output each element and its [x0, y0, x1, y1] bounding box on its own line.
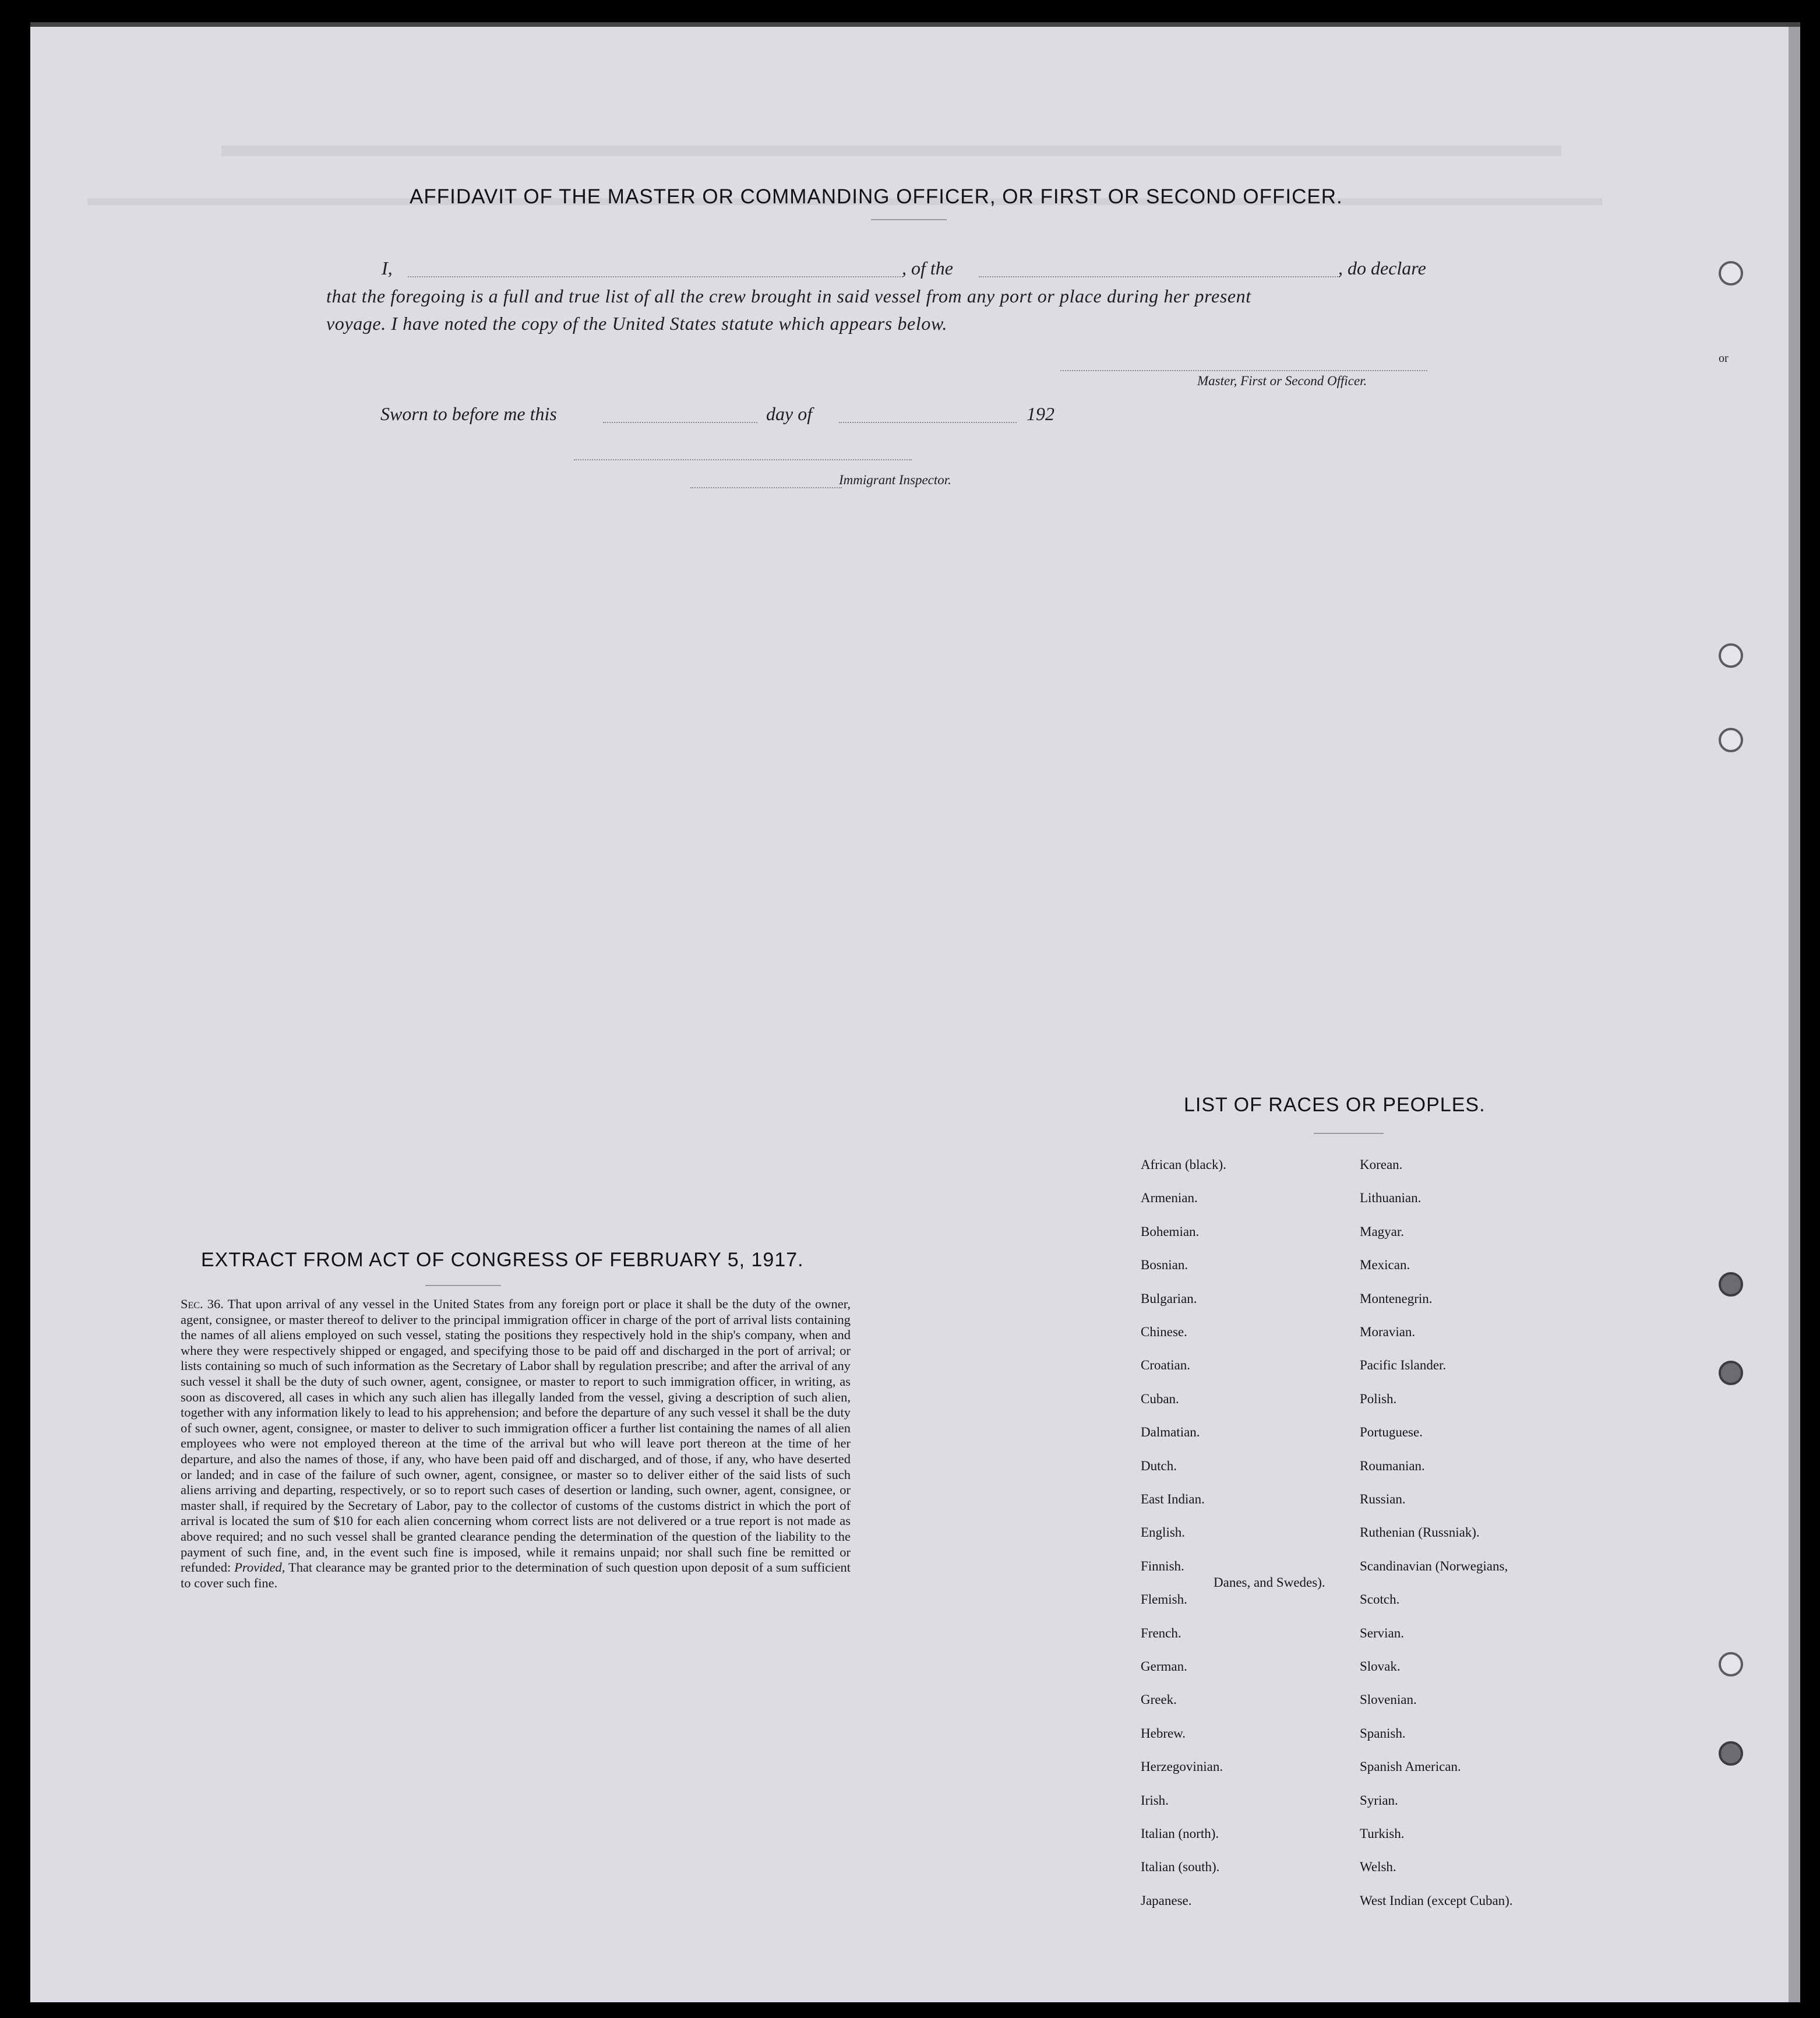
race-item: Cuban. — [1141, 1391, 1179, 1406]
race-item: Moravian. — [1360, 1325, 1416, 1339]
race-item: Italian (south). — [1141, 1859, 1220, 1875]
provided-label: Provided, — [234, 1560, 285, 1575]
race-item: Hebrew. — [1141, 1725, 1186, 1741]
extract-tail: That clearance may be granted prior to the determination of such question upon deposit of a sum sufficient to cover such fine. — [181, 1560, 851, 1590]
inspector-signature-field[interactable] — [690, 487, 842, 488]
race-item: Ruthenian (Russniak). — [1360, 1525, 1480, 1540]
race-item: Slovak. — [1360, 1659, 1401, 1674]
race-item: Scotch. — [1360, 1592, 1400, 1607]
vessel-field[interactable] — [979, 276, 1340, 277]
race-item: Montenegrin. — [1360, 1291, 1433, 1306]
sheet-right-edge — [1789, 27, 1800, 2002]
affidavit-title: AFFIDAVIT OF THE MASTER OR COMMANDING OFFICER, OR FIRST OR SECOND OFFICER. — [410, 185, 1343, 208]
race-item: Welsh. — [1360, 1859, 1396, 1875]
master-signature-field[interactable] — [1060, 370, 1427, 371]
punch-hole — [1719, 1652, 1743, 1677]
race-item: Turkish. — [1360, 1826, 1405, 1841]
race-item: Magyar. — [1360, 1224, 1405, 1239]
race-item: Servian. — [1360, 1625, 1405, 1640]
punch-hole — [1719, 728, 1743, 752]
race-item: German. — [1141, 1659, 1187, 1674]
extract-title: EXTRACT FROM ACT OF CONGRESS OF FEBRUARY 5, 1917. — [201, 1249, 804, 1271]
name-field[interactable] — [408, 276, 903, 277]
bleed-through — [221, 146, 1561, 156]
race-item: Finnish. — [1141, 1558, 1184, 1573]
race-item: Irish. — [1141, 1792, 1169, 1808]
race-item: Slovenian. — [1360, 1692, 1417, 1707]
punch-hole — [1719, 1272, 1743, 1297]
race-item: Greek. — [1141, 1692, 1177, 1707]
race-item: African (black). — [1141, 1157, 1226, 1172]
race-item: Spanish American. — [1360, 1759, 1461, 1774]
race-item: Scandinavian (Norwegians, — [1360, 1558, 1508, 1573]
affidavit-line-2: that the foregoing is a full and true list of all the crew brought in said vessel from any port or place during her present — [326, 286, 1251, 307]
race-item: Dalmatian. — [1141, 1425, 1200, 1440]
master-caption: Master, First or Second Officer. — [1197, 374, 1367, 388]
punch-hole — [1719, 1741, 1743, 1766]
do-declare-label: , do declare — [1338, 258, 1426, 279]
sworn-label: Sworn to before me this — [380, 403, 557, 424]
extract-text: That upon arrival of any vessel in the United States from any foreign port or place it shall be the duty of the owner, agent, consignee, or master thereof to deliver to the principal immigration officer in charge of the port of arrival lists containing the names of all aliens employed on such vessel, stating the positions they respectively hold in the ship's company, when and where they were respectively shipped or engaged, and specifying those to be paid off and discharged in the port of arrival; or lists containing so much of such information as the Secretary of Labor shall by regulation prescribe; and after the arrival of any such vessel it shall be the duty of such owner, agent, consignee, or master to report to such immigration officer, in writing, as soon as discovered, all cases in which any such alien has illegally landed from the vessel, giving a description of such alien, together with any information likely to lead to his apprehension; and before the departure of any such vessel it shall be the duty of such owner, agent, consignee, or master to deliver to such immigration officer a further list containing the names of all alien employees who were not employed thereon at the time of the arrival but who will leave port thereon at the time of her departure, and also the names of those, if any, who have been paid off and discharged, and of those, if any, who have deserted or landed; and in case of the failure of such owner, agent, consignee, or master so to deliver either of the said lists of such aliens arriving and departing, respectively, or so to report such cases of desertion or landing, such owner, agent, consignee, or master shall, if required by the Secretary of Labor, pay to the collector of customs of the customs district in which the port of arrival is located the sum of $10 for each alien concerning whom correct lists are not delivered or a true report is not made as above required; and no such vessel shall be granted clearance pending the determination of the question of the liability to the payment of such fine, and, in the event such fine is imposed, while it remains unpaid; nor shall such fine be remitted or refunded: — [181, 1297, 851, 1575]
extract-title-rule — [425, 1285, 501, 1286]
race-item: Syrian. — [1360, 1792, 1398, 1808]
race-item: Danes, and Swedes). — [1214, 1575, 1325, 1590]
affidavit-i-label: I, — [382, 258, 393, 279]
race-item: Lithuanian. — [1360, 1191, 1422, 1206]
race-item: Italian (north). — [1141, 1826, 1219, 1841]
race-item: Bulgarian. — [1141, 1291, 1197, 1306]
year-prefix: 192 — [1027, 403, 1054, 424]
races-title-rule — [1314, 1133, 1384, 1134]
race-item: Mexican. — [1360, 1258, 1410, 1273]
inspector-caption: Immigrant Inspector. — [839, 473, 951, 487]
race-item: Russian. — [1360, 1492, 1406, 1506]
race-item: Spanish. — [1360, 1725, 1406, 1741]
day-of-label: day of — [766, 403, 813, 424]
title-rule — [871, 219, 947, 220]
race-item: Herzegovinian. — [1141, 1759, 1223, 1774]
race-item: Bohemian. — [1141, 1224, 1200, 1239]
race-item: West Indian (except Cuban). — [1360, 1893, 1513, 1908]
sworn-month-field[interactable] — [839, 422, 1017, 423]
race-item: English. — [1141, 1525, 1186, 1540]
race-item: Chinese. — [1141, 1325, 1187, 1339]
race-item: Dutch. — [1141, 1458, 1177, 1473]
race-item: Japanese. — [1141, 1893, 1192, 1908]
sworn-day-field[interactable] — [603, 422, 757, 423]
race-item: Croatian. — [1141, 1358, 1190, 1373]
race-item: Polish. — [1360, 1391, 1397, 1406]
extract-body — [181, 1297, 851, 1591]
section-label: Sec. 36. — [181, 1297, 224, 1311]
or-margin-mark: or — [1719, 352, 1729, 365]
race-item: Armenian. — [1141, 1191, 1198, 1206]
race-item: Pacific Islander. — [1360, 1358, 1447, 1373]
punch-hole — [1719, 1361, 1743, 1385]
race-item: East Indian. — [1141, 1492, 1205, 1506]
of-the-label: , of the — [902, 258, 953, 279]
race-item: Portuguese. — [1360, 1425, 1423, 1440]
races-title: LIST OF RACES OR PEOPLES. — [1184, 1094, 1486, 1116]
race-item: Korean. — [1360, 1157, 1403, 1172]
punch-hole — [1719, 261, 1743, 286]
race-item: Bosnian. — [1141, 1258, 1188, 1273]
race-item: Roumanian. — [1360, 1458, 1425, 1473]
affidavit-line-3: voyage. I have noted the copy of the United States statute which appears below. — [326, 313, 948, 334]
inspector-upper-rule — [574, 459, 912, 460]
race-item: Flemish. — [1141, 1592, 1187, 1607]
race-item: French. — [1141, 1625, 1181, 1640]
punch-hole — [1719, 643, 1743, 668]
